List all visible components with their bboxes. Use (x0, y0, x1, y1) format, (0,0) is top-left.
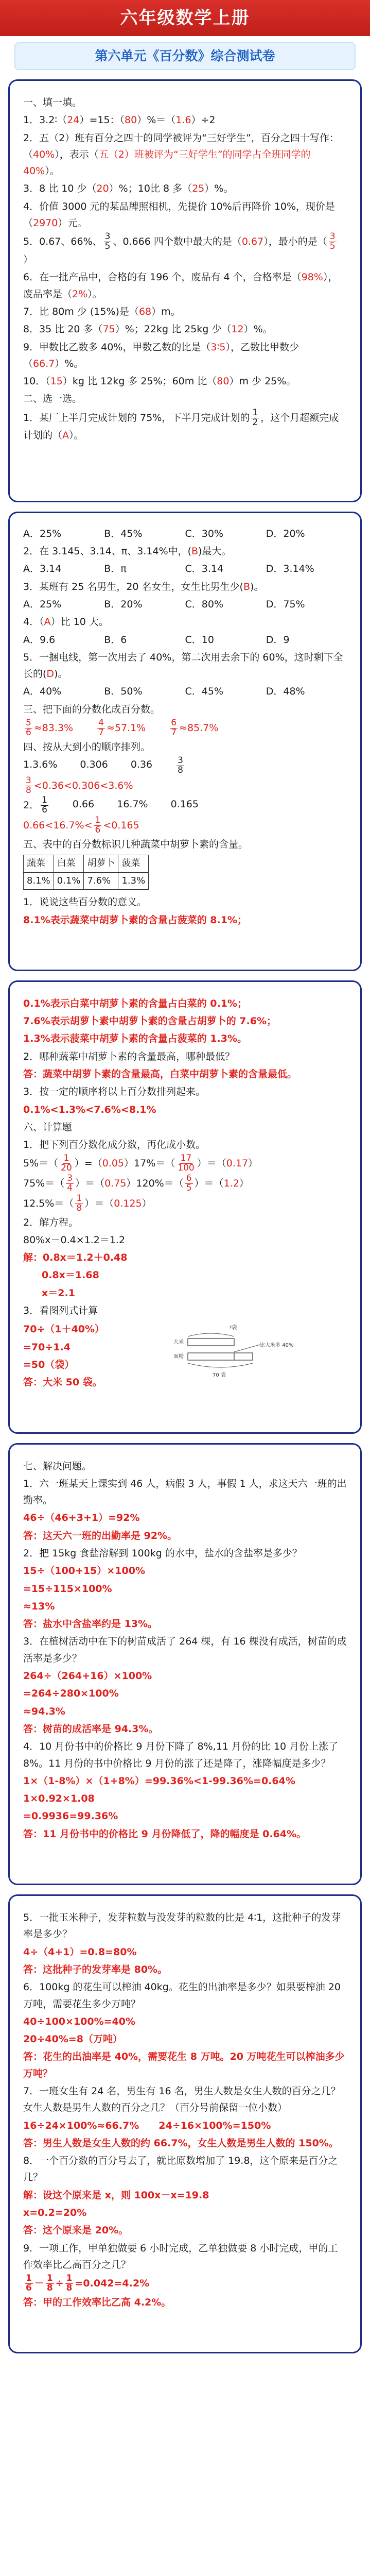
solve-p4-step: =0.9936=99.36% (23, 1810, 118, 1822)
blank-space (23, 929, 347, 956)
order-answer-2: 0.66<16.7%< $\frac{1}{6}$ <0.165 (23, 815, 139, 835)
section-heading-calc: 六、计算题 (23, 1121, 73, 1133)
calc-row-1: 5%＝（ $\frac{1}{20}$ ）=（0.05）17%＝（ $\frac{17}{100}$ ）＝（0.17） (23, 1153, 258, 1174)
frac-pct-item: $\frac{4}{7}$ ≈57.1% (98, 717, 146, 738)
solve-p7-step: 16÷24×100%≈66.7% 24÷16×100%=150% (23, 2120, 271, 2131)
calc-step-3: x＝2.1 (42, 1287, 75, 1299)
table-q2: 2．哪种蔬菜中胡萝卜素的含量最高，哪种最低？ (23, 1050, 235, 1062)
unit-subtitle-text: 第六单元《百分数》综合测试卷 (95, 48, 275, 63)
calc-row-2: 75%＝（ $\frac{3}{4}$ ）＝（0.75）120%＝（ $\frac{6}{5}$ ）＝（1.2） (23, 1173, 249, 1193)
fill-q10: 10．（15）kg 比 12kg 多 25%；60m 比（80）m 少 25%。 (23, 376, 296, 387)
choice-q4-options: A．9.6 B．6 C．10 D．9 (23, 634, 290, 646)
solve-p6-step: 20÷40%=8（万吨） (23, 2033, 122, 2045)
solve-p3-step: =264÷280×100% (23, 1688, 119, 1700)
figure-block (23, 1320, 347, 1392)
fill-q8: 8．35 比 20 多（75）%；22kg 比 25kg 少（12）%。 (23, 324, 273, 335)
section-heading-frac: 三、把下面的分数化成百分数。 (23, 703, 161, 715)
fill-q6: 6．在一批产品中，合格的有 196 个，废品有 4 个，合格率是（98%），废品率是（2%）。 (23, 272, 338, 300)
calc-equation: 80%x－0.4×1.2＝1.2 (23, 1234, 126, 1246)
blank-space (23, 445, 347, 487)
choice-q3-options: A．25% B．20% C．80% D．75% (23, 598, 305, 610)
table-row: 8.1% 0.1% 7.6% 1.3% (24, 872, 149, 890)
solve-p1-answer: 答：这天六一班的出勤率是 92%。 (23, 1530, 178, 1541)
order-row-1: 1.3.6% 0.306 0.36 $\frac{3}{8}$ (23, 755, 183, 775)
solve-p8-step: 解：设这个原来是 x，则 100x－x=19.8 (23, 2189, 209, 2201)
card-table-calc (8, 980, 362, 1434)
table-answer-5: 答：蔬菜中胡萝卜素的含量最高，白菜中胡萝卜素的含量最低。 (23, 1068, 297, 1080)
choice-q1-options: A．25% B．45% C．30% D．20% (23, 528, 305, 539)
fill-q9: 9．甲数比乙数多 40%，甲数乙数的比是（3∶5），乙数比甲数少（66.7）%。 (23, 341, 299, 369)
solve-p3-step: ≈94.3% (23, 1705, 65, 1717)
calc-step-2: 0.8x＝1.68 (42, 1269, 99, 1281)
table-q1: 1．说说这些百分数的意义。 (23, 896, 147, 908)
blank-space (23, 1843, 347, 1870)
fill-q7: 7．比 80m 少 (15%)是（68）m。 (23, 306, 181, 317)
card-solve-continued (8, 1894, 362, 2353)
calc-q1: 1．把下列百分数化成分数，再化成小数。 (23, 1139, 206, 1151)
section-heading-fill: 一、填一填。 (23, 97, 82, 108)
table-answer-3: 7.6%表示胡萝卜素中胡萝卜素的含量占胡萝卜的 7.6%； (23, 1015, 277, 1027)
solve-p2-answer: 答：盐水中含盐率约是 13%。 (23, 1618, 158, 1630)
solve-p7: 7．一班女生有 24 名，男生有 16 名，男生人数是女生人数的百分之几？女生人数是男生人数的百分之几？（百分号前保留一位小数） (23, 2086, 341, 2114)
order-answer-1: $\frac{3}{8}$ <0.36<0.306<3.6% (26, 775, 133, 795)
page-banner (0, 0, 370, 36)
figure-step-2: =70÷1.4 (23, 1341, 71, 1353)
section-heading-table: 五、表中的百分数标识几种蔬菜中胡萝卜素的含量。 (23, 838, 249, 850)
figure-step-1: 70÷（1＋40%） (23, 1324, 105, 1335)
solve-p6-answer: 答：花生的出油率是 40%，需要花生 8 万吨。20 万吨花生可以榨油多少万吨？ (23, 2051, 345, 2079)
table-answer-2: 0.1%表示白菜中胡萝卜素的含量占白菜的 0.1%； (23, 997, 248, 1009)
frac-pct-item: $\frac{6}{7}$ ≈85.7% (171, 717, 219, 738)
solve-p2-step: 15÷（100+15）×100% (23, 1565, 145, 1577)
choice-q5: 5．一捆电线，第一次用去了 40%，第二次用去余下的 60%，这时剩下全长的(D)。 (23, 651, 343, 680)
diagram-label-flour: 面粉 (173, 1354, 184, 1360)
choice-q2-options: A．3.14 B．π C．3.14 D．3.14% (23, 563, 314, 575)
calc-q2: 2．解方程。 (23, 1216, 79, 1228)
fraction: $\frac{3}{5}$ (104, 231, 111, 252)
solve-p9-step: $\frac{1}{6}$ － $\frac{1}{8}$ ÷ $\frac{1}{8}$ =0.042=4.2% (26, 2273, 150, 2294)
calc-q3: 3．看图列式计算 (23, 1305, 98, 1317)
card-solve (8, 1443, 362, 1886)
figure-answer: 答：大米 50 袋。 (23, 1377, 102, 1388)
line-segment-diagram (172, 1323, 337, 1380)
solve-p3-answer: 答：树苗的成活率是 94.3%。 (23, 1723, 158, 1735)
solve-p1: 1．六一班某天上课实到 46 人，病假 3 人，事假 1 人，求这天六一班的出勤率。 (23, 1478, 347, 1506)
diagram-label-flour-amount: 70 袋 (213, 1372, 226, 1379)
solve-p4-answer: 答：11 月份书中的价格比 9 月份降低了，降的幅度是 0.64%。 (23, 1828, 307, 1840)
solve-p9: 9．一项工作，甲单独做要 6 小时完成，乙单独做要 8 小时完成，甲的工作效率比乙高百分之几？ (23, 2242, 338, 2270)
order-row-2: 2． $\frac{1}{6}$ 0.66 16.7% 0.165 (23, 795, 199, 816)
blank-space (23, 2312, 347, 2338)
card-choice-frac-order-table (8, 512, 362, 971)
figure-step-3: =50（袋） (23, 1359, 75, 1370)
solve-p8-answer: 答：这个原来是 20%。 (23, 2225, 129, 2236)
unit-subtitle (14, 42, 356, 70)
choice-q4: 4．（A）比 10 大。 (23, 616, 109, 628)
table-row: 蔬菜 白菜 胡萝卜 菠菜 (24, 855, 149, 873)
table-answer-4: 1.3%表示菠菜中胡萝卜素的含量占菠菜的 1.3%。 (23, 1033, 248, 1045)
table-answer-1: 8.1%表示蔬菜中胡萝卜素的含量占菠菜的 8.1%； (23, 914, 248, 926)
fill-q3: 3．8 比 10 少（20）%；10比 8 多（25）%。 (23, 183, 234, 195)
solve-p8: 8．一个百分数的百分号去了，就比原数增加了 19.8，这个原来是百分之几？ (23, 2155, 338, 2183)
diagram-label-rice: 大米 (173, 1340, 184, 1346)
fill-q5: 5．0.67、66%、 $\frac{3}{5}$ 、0.666 四个数中最大的是（0.67），最小的是（ $\frac{3}{5}$ ） (23, 231, 336, 266)
solve-p8-step: x=0.2=20% (23, 2207, 87, 2219)
solve-p5: 5．一批玉米种子，发芽粒数与没发芽的粒数的比是 4∶1，这批种子的发芽率是多少？ (23, 1912, 341, 1940)
calc-row-3: 12.5%＝（ $\frac{1}{8}$ ）＝（0.125） (23, 1193, 152, 1213)
calc-step-1: 解：0.8x＝1.2＋0.48 (23, 1252, 128, 1264)
choice-q2: 2．在 3.145、3.14、π、3.14%中，(B)最大。 (23, 546, 232, 557)
section-heading-choice: 二、选一选。 (23, 393, 82, 405)
solve-p4-step: 1×0.92×1.08 (23, 1793, 95, 1805)
solve-p4-step: 1×（1-8%）×（1+8%）=99.36%<1-99.36%=0.64% (23, 1775, 295, 1787)
diagram-label-top: ?袋 (229, 1325, 237, 1331)
frac-pct-item: $\frac{5}{6}$ ≈83.3% (26, 717, 74, 738)
section-heading-solve: 七、解决问题。 (23, 1460, 92, 1472)
vegetable-table (23, 855, 149, 890)
section-heading-order: 四、按从大到小的顺序排列。 (23, 741, 151, 753)
solve-p2: 2．把 15kg 食盐溶解到 100kg 的水中，盐水的含盐率是多少？ (23, 1547, 302, 1559)
solve-p3: 3．在植树活动中在下的树苗成活了 264 棵，有 16 棵没有成活，树苗的成活率是多少？ (23, 1636, 347, 1664)
solve-p4: 4．10 月份书中的价格比 9 月份下降了 8%,11 月份的比 10 月份上涨了 8%。11 月份的书中价格比 9 月份的涨了还是降了，涨降幅度是多少？ (23, 1741, 339, 1769)
solve-p2-step: =15÷115×100% (23, 1583, 112, 1595)
fill-q1: 1．3.2∶（24）=15：（80）%＝（1.6）÷2 (23, 114, 216, 126)
choice-q3: 3．某班有 25 名男生，20 名女生，女生比男生少(B)。 (23, 581, 264, 592)
table-answer-6: 0.1%<1.3%<7.6%<8.1% (23, 1104, 156, 1115)
solve-p9-answer: 答：甲的工作效率比乙高 4.2%。 (23, 2296, 171, 2308)
fill-q2: 2．五（2）班有百分之四十的同学被评为“三好学生”，百分之四十写作：（40%），表示（五（2）班被评为“三好学生”的同学占全班同学的40%）。 (23, 132, 339, 177)
choice-q1: 1．某厂上半月完成计划的 75%，下半月完成计划的 $\frac{1}{2}$ ，这个月超额完成计划的（A）。 (23, 407, 339, 442)
fraction: $\frac{3}{5}$ (329, 231, 336, 252)
solve-p6: 6．100kg 的花生可以榨油 40kg。花生的出油率是多少？如果要榨油 20 万吨，需要花生多少万吨？ (23, 1981, 341, 2010)
fill-q4: 4．价值 3000 元的某品牌照相机，先提价 10%后再降价 10%，现价是（2970）元。 (23, 200, 336, 229)
card-fill-and-choice (8, 79, 362, 502)
solve-p5-step: 4÷（4+1）=0.8=80% (23, 1946, 137, 1958)
page-title: 六年级数学上册 (120, 8, 250, 28)
solve-p5-answer: 答：这批种子的发芽率是 80%。 (23, 1963, 168, 1975)
choice-q5-options: A．40% B．50% C．45% D．48% (23, 686, 305, 698)
solve-p1-step: 46÷（46+3+1）=92% (23, 1512, 140, 1524)
fraction: $\frac{1}{2}$ (252, 407, 258, 428)
diagram-label-more: 比大米多 40% (260, 1343, 294, 1349)
solve-p6-step: 40÷100×100%=40% (23, 2015, 136, 2027)
solve-p2-step: ≈13% (23, 1600, 55, 1612)
solve-p3-step: 264÷（264+16）×100% (23, 1670, 152, 1682)
solve-p7-answer: 答：男生人数是女生人数的约 66.7%，女生人数是男生人数的 150%。 (23, 2137, 339, 2149)
frac-pct-row (23, 719, 347, 738)
blank-space (23, 1392, 347, 1419)
table-q3: 3．按一定的顺序将以上百分数排列起来。 (23, 1086, 206, 1098)
